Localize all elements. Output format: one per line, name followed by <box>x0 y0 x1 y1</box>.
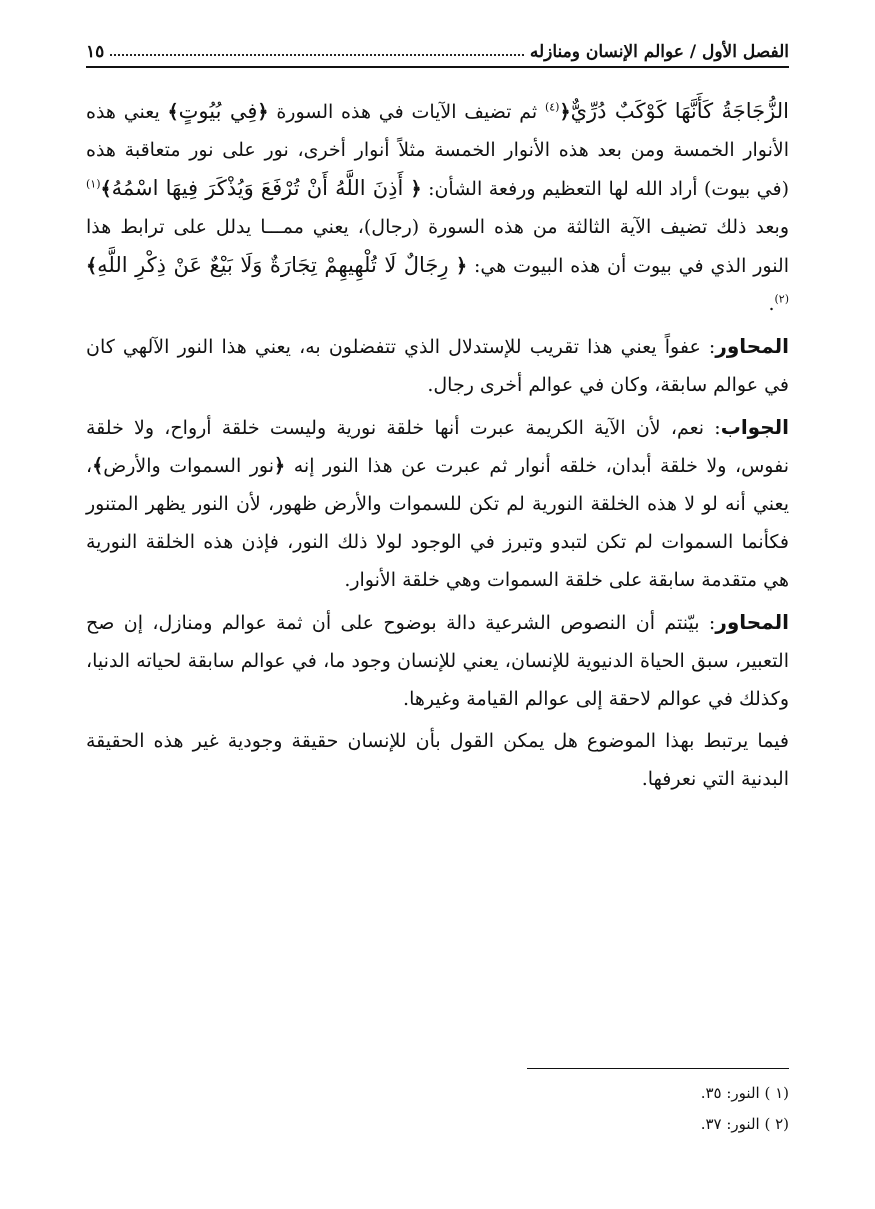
footnote-separator <box>527 1068 789 1069</box>
footnote-ref: (٤) <box>544 100 560 114</box>
running-header <box>86 32 789 62</box>
ornate-bracket: ﴿ <box>559 101 571 123</box>
ornate-bracket: ﴾ <box>86 255 98 277</box>
paragraph <box>86 92 789 323</box>
paragraph <box>86 408 789 599</box>
chapter-title: الفصل الأول / عوالم الإنسان ومنازله <box>529 42 789 62</box>
footnote: (٢ ) النور: ٣٧. <box>700 1115 789 1133</box>
text-run: فيما يرتبط بهذا الموضوع هل يمكن القول بأن للإنسان حقيقة وجودية غير هذه الحقيقة البدنية التي نعرفها. <box>86 730 789 790</box>
speaker-label: الجواب <box>720 415 789 439</box>
ornate-bracket: ﴾ <box>167 101 179 123</box>
paragraph <box>86 603 789 718</box>
footnote-ref: (٢) <box>774 292 789 306</box>
text-run: وبعد ذلك تضيف الآية الثالثة من هذه السورة (رجال)، يعني ممـــا يدلل على ترابط هذا النور الذي في بيوت أن هذه البيوت هي: <box>86 216 789 277</box>
quran-verse: فِي بُيُوتٍ <box>178 99 258 123</box>
speaker-label: المحاور <box>715 610 789 634</box>
leader-dots <box>110 54 524 56</box>
ornate-bracket: ﴿ <box>274 455 286 477</box>
footnote-ref: (١) <box>86 177 101 191</box>
body-text <box>86 92 789 802</box>
quran-verse: أَذِنَ اللَّهُ أَنْ تُرْفَعَ وَيُذْكَرَ فِيهَا اسْمُهُ <box>111 176 411 200</box>
text-run: : عفواً يعني هذا تقريب للإستدلال الذي تتفضلون به، يعني هذا النور الآلهي كان في عوالم سابقة، وكان في عوالم أخرى رجال. <box>86 336 789 396</box>
footnote: (١ ) النور: ٣٥. <box>700 1084 789 1102</box>
text-run: نور السموات والأرض <box>103 455 275 477</box>
text-run: ثم تضيف الآيات في هذه السورة <box>268 101 545 123</box>
header-rule <box>86 66 789 68</box>
quran-verse: الزُّجَاجَةُ كَأَنَّهَا كَوْكَبٌ دُرِّيٌّ <box>570 99 789 123</box>
ornate-bracket: ﴾ <box>92 455 104 477</box>
text-run: : بيّنتم أن النصوص الشرعية دالة بوضوح على أن ثمة عوالم ومنازل، إن صح التعبير، سبق الحياة الدنيوية للإنسان، يعني للإنسان وجود ما، في عوالم سابقة لحياته الدنيا، وكذلك في عوالم لاحقة إلى عوالم القيامة وغيرها. <box>86 612 789 710</box>
quran-verse: رِجَالٌ لَا تُلْهِيهِمْ تِجَارَةٌ وَلَا بَيْعٌ عَنْ ذِكْرِ اللَّهِ <box>97 253 457 277</box>
text-run: ، يعني أنه لو لا هذه الخلقة النورية لم تكن للسموات والأرض ظهور، لأن النور يظهر المتنور فكأنما السموات لم تكن لتبدو وتبرز في الوجود لولا ذلك النور، فإذن هذه الخلقة النورية هي متقدمة سابقة على خلقة السموات وهي خلقة الأنوار. <box>86 455 789 591</box>
paragraph <box>86 327 789 404</box>
ornate-bracket: ﴿ <box>456 255 468 277</box>
footnotes <box>389 1078 789 1140</box>
text-run: يعني هذه الأنوار الخمسة ومن بعد هذه الأنوار الخمسة مثلاً أنوار أخرى، نور على نور متعاقبة هذه (في بيوت) أراد الله لها التعظيم ورفعة الشأن: <box>86 101 789 200</box>
paragraph <box>86 722 789 798</box>
text-run: . <box>768 293 775 315</box>
text-run: : نعم، لأن الآية الكريمة عبرت أنها خلقة نورية وليست خلقة أرواح، ولا خلقة نفوس، ولا خلقة أبدان، خلقه أنوار ثم عبرت عن هذا النور إنه <box>86 417 789 477</box>
speaker-label: المحاور <box>715 334 789 358</box>
page-number: ١٥ <box>86 42 105 62</box>
ornate-bracket: ﴿ <box>410 178 422 200</box>
ornate-bracket: ﴿ <box>257 101 269 123</box>
ornate-bracket: ﴾ <box>100 178 112 200</box>
